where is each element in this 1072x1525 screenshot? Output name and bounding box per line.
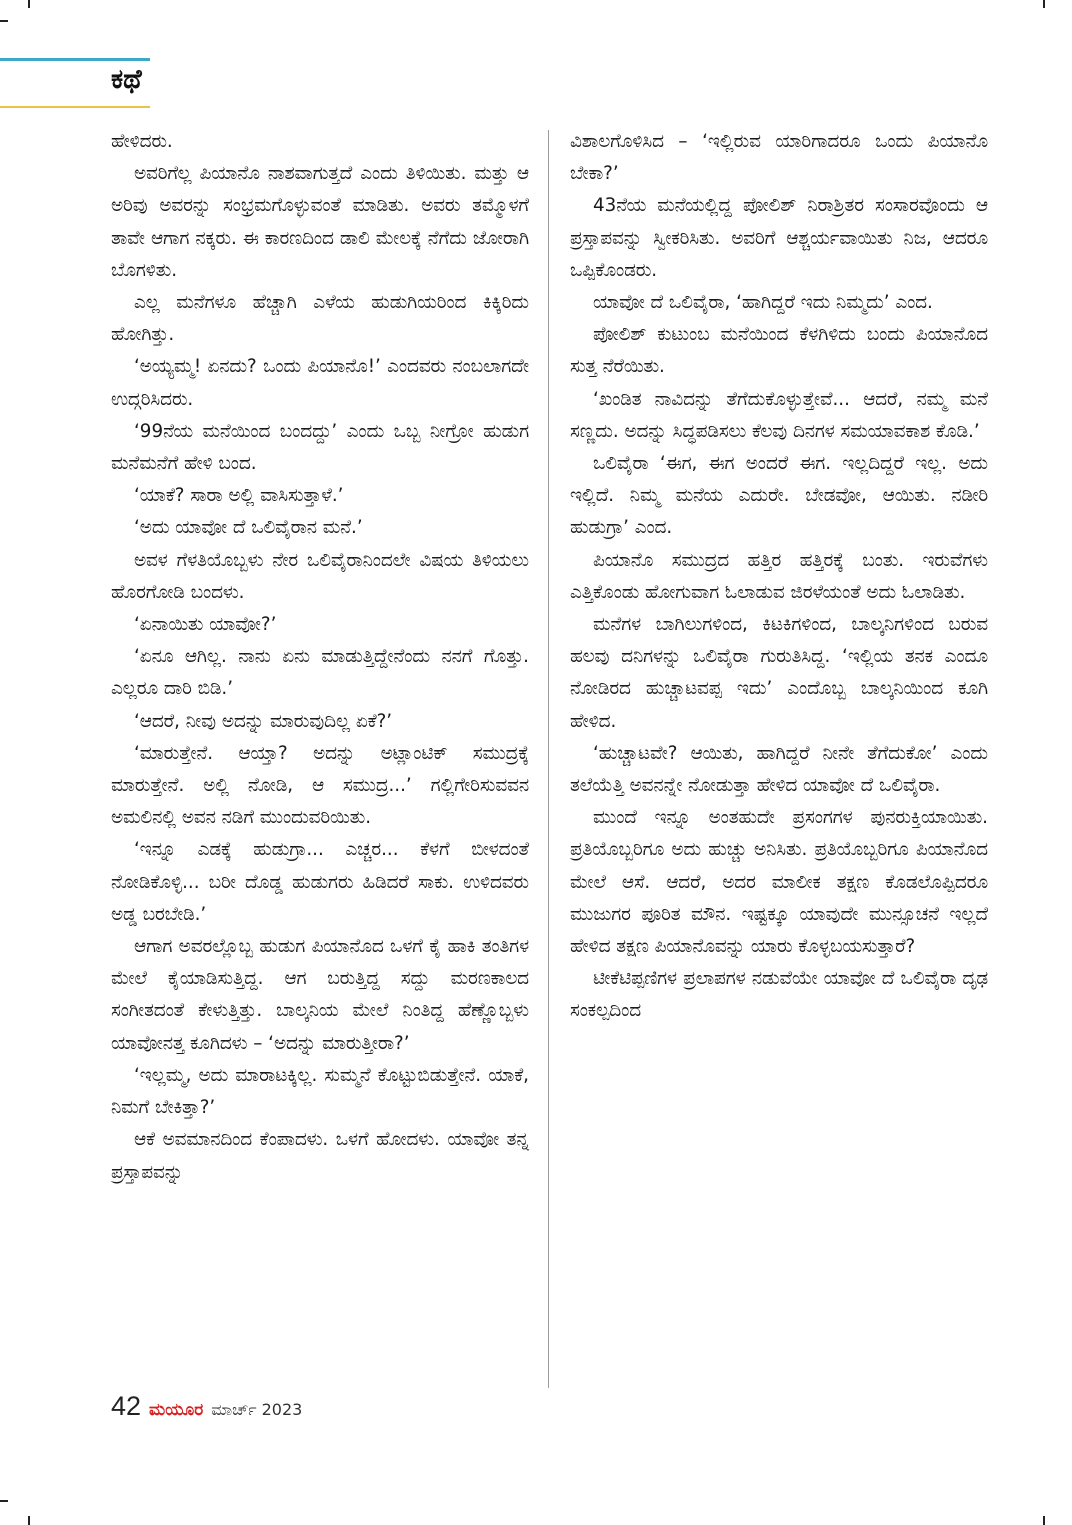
paragraph: ಮುಂದೆ ಇನ್ನೂ ಅಂತಹುದೇ ಪ್ರಸಂಗಗಳ ಪುನರುಕ್ತಿಯಾಯಿತು. ಪ್ರತಿಯೊಬ್ಬರಿಗೂ ಅದು ಹುಚ್ಚು ಅನಿಸಿತು. ಪ್ರತಿಯೊಬ್ಬರಿಗೂ ಪಿಯಾನೊದ ಮೇಲೆ ಆಸೆ. ಆದರೆ, ಅದರ ಮಾಲೀಕ ತಕ್ಷಣ ಕೊಡಲೊಪ್ಪಿದರೂ ಮುಜುಗರ ಪೂರಿತ ಮೌನ. ಇಷ್ಟಕ್ಕೂ ಯಾವುದೇ ಮುನ್ಸೂಚನೆ ಇಲ್ಲದೆ ಹೇಳಿದ ತಕ್ಷಣ ಪಿಯಾನೊವನ್ನು ಯಾರು ಕೊಳ್ಳಬಯಸುತ್ತಾರೆ? [570,807,988,958]
paragraph: ಪೋಲಿಶ್ ಕುಟುಂಬ ಮನೆಯಿಂದ ಕೆಳಗಿಳಿದು ಬಂದು ಪಿಯಾನೊದ ಸುತ್ತ ನೆರೆಯಿತು. [570,324,988,378]
paragraph: ‘ಅದು ಯಾವೋ ದೆ ಒಲಿವೈರಾನ ಮನೆ.’ [134,517,363,539]
paragraph: ವಿಶಾಲಗೊಳಿಸಿದ – ‘ಇಲ್ಲಿರುವ ಯಾರಿಗಾದರೂ ಒಂದು ಪಿಯಾನೊ ಬೇಕಾ?’ [570,131,988,185]
section-title: ಕಥೆ [111,64,142,95]
paragraph: ಟೀಕೆಟಿಪ್ಪಣಿಗಳ ಪ್ರಲಾಪಗಳ ನಡುವೆಯೇ ಯಾವೋ ದೆ ಒಲಿವೈರಾ ದೃಢ ಸಂಕಲ್ಪದಿಂದ [570,968,988,1022]
page-footer [111,1391,302,1422]
page-number: 42 [111,1391,142,1421]
paragraph: ಎಲ್ಲ ಮನೆಗಳೂ ಹೆಚ್ಚಾಗಿ ಎಳೆಯ ಹುಡುಗಿಯರಿಂದ ಕಿಕ್ಕಿರಿದು ಹೋಗಿತ್ತು. [111,292,529,346]
paragraph: ಪಿಯಾನೊ ಸಮುದ್ರದ ಹತ್ತಿರ ಹತ್ತಿರಕ್ಕೆ ಬಂತು. ಇರುವೆಗಳು ಎತ್ತಿಕೊಂಡು ಹೋಗುವಾಗ ಓಲಾಡುವ ಜಿರಳೆಯಂತೆ ಅದು ಓಲಾಡಿತು. [570,549,988,603]
paragraph: ‘ಅಯ್ಯಮ್ಮ! ಏನದು? ಒಂದು ಪಿಯಾನೊ!’ ಎಂದವರು ನಂಬಲಾಗದೇ ಉದ್ಗರಿಸಿದರು. [111,356,529,410]
paragraph: ಮನೆಗಳ ಬಾಗಿಲುಗಳಿಂದ, ಕಿಟಕಿಗಳಿಂದ, ಬಾಲ್ಕನಿಗಳಿಂದ ಬರುವ ಹಲವು ದನಿಗಳನ್ನು ಒಲಿವೈರಾ ಗುರುತಿಸಿದ್ದ. ‘ಇಲ್ಲಿಯ ತನಕ ಎಂದೂ ನೋಡಿರದ ಹುಚ್ಚಾಟವಪ್ಪ ಇದು’ ಎಂದೊಬ್ಬ ಬಾಲ್ಕನಿಯಿಂದ ಕೂಗಿ ಹೇಳಿದ. [570,614,988,732]
paragraph: ಆಗಾಗ ಅವರಲ್ಲೊಬ್ಬ ಹುಡುಗ ಪಿಯಾನೊದ ಒಳಗೆ ಕೈ ಹಾಕಿ ತಂತಿಗಳ ಮೇಲೆ ಕೈಯಾಡಿಸುತ್ತಿದ್ದ. ಆಗ ಬರುತ್ತಿದ್ದ ಸದ್ದು ಮರಣಕಾಲದ ಸಂಗೀತದಂತೆ ಕೇಳುತ್ತಿತ್ತು. ಬಾಲ್ಕನಿಯ ಮೇಲೆ ನಿಂತಿದ್ದ ಹೆಣ್ಣೊಬ್ಬಳು ಯಾವೋನತ್ತ ಕೂಗಿದಳು – ‘ಅದನ್ನು ಮಾರುತ್ತೀರಾ?’ [111,936,529,1054]
paragraph: ಹೇಳಿದರು. [111,131,173,152]
paragraph: 43ನೆಯ ಮನೆಯಲ್ಲಿದ್ದ ಪೋಲಿಶ್ ನಿರಾಶ್ರಿತರ ಸಂಸಾರವೊಂದು ಆ ಪ್ರಸ್ತಾಪವನ್ನು ಸ್ವೀಕರಿಸಿತು. ಅವರಿಗೆ ಆಶ್ಚರ್ಯವಾಯಿತು ನಿಜ, ಆದರೂ ಒಪ್ಪಿಕೊಂಡರು. [570,195,988,281]
paragraph: ‘99ನೆಯ ಮನೆಯಿಂದ ಬಂದದ್ದು’ ಎಂದು ಒಬ್ಬ ನೀಗ್ರೋ ಹುಡುಗ ಮನೆಮನೆಗೆ ಹೇಳಿ ಬಂದ. [111,420,529,475]
crop-mark [0,20,8,22]
issue-date: ಮಾರ್ಚ್ 2023 [211,1400,303,1419]
header-accent-line [0,58,150,61]
paragraph: ‘ಯಾಕೆ? ಸಾರಾ ಅಲ್ಲಿ ವಾಸಿಸುತ್ತಾಳೆ.’ [134,485,344,507]
crop-mark [28,0,30,8]
paragraph: ‘ಖಂಡಿತ ನಾವಿದನ್ನು ತೆಗೆದುಕೊಳ್ಳುತ್ತೇವೆ... ಆದರೆ, ನಮ್ಮ ಮನೆ ಸಣ್ಣದು. ಅದನ್ನು ಸಿದ್ಧಪಡಿಸಲು ಕೆಲವು ದಿನಗಳ ಸಮಯಾವಕಾಶ ಕೊಡಿ.’ [570,388,988,442]
right-column [570,126,988,1028]
crop-mark [28,1516,30,1525]
paragraph: ‘ಹುಚ್ಚಾಟವೇ? ಆಯಿತು, ಹಾಗಿದ್ದರೆ ನೀನೇ ತೆಗೆದುಕೋ’ ಎಂದು ತಲೆಯೆತ್ತಿ ಅವನನ್ನೇ ನೋಡುತ್ತಾ ಹೇಳಿದ ಯಾವೋ ದೆ ಒಲಿವೈರಾ. [570,742,988,797]
paragraph: ‘ಆದರೆ, ನೀವು ಅದನ್ನು ಮಾರುವುದಿಲ್ಲ ಏಕೆ?’ [134,710,393,732]
header-underline [0,106,150,108]
column-divider [548,130,549,1388]
paragraph: ‘ಇನ್ನೂ ಎಡಕ್ಕೆ ಹುಡುಗ್ರಾ... ಎಚ್ಚರ... ಕೆಳಗೆ ಬೀಳದಂತೆ ನೋಡಿಕೊಳ್ಳಿ... ಬರೀ ದೊಡ್ಡ ಹುಡುಗರು ಹಿಡಿದರೆ ಸಾಕು. ಉಳಿದವರು ಅಡ್ಡ ಬರಬೇಡಿ.’ [111,839,529,925]
crop-mark [1043,1516,1045,1525]
left-column [111,126,529,1189]
paragraph: ‘ಮಾರುತ್ತೇನೆ. ಆಯ್ತಾ? ಅದನ್ನು ಅಟ್ಲಾಂಟಿಕ್ ಸಮುದ್ರಕ್ಕೆ ಮಾರುತ್ತೇನೆ. ಅಲ್ಲಿ ನೋಡಿ, ಆ ಸಮುದ್ರ...’ ಗಲ್ಲಿಗೇರಿಸುವವನ ಅಮಲಿನಲ್ಲಿ ಅವನ ನಡಿಗೆ ಮುಂದುವರಿಯಿತು. [111,742,529,829]
paragraph: ‘ಏನಾಯಿತು ಯಾವೋ?’ [134,614,277,636]
paragraph: ‘ಇಲ್ಲಮ್ಮ, ಅದು ಮಾರಾಟಕ್ಕಿಲ್ಲ. ಸುಮ್ಮನೆ ಕೊಟ್ಟುಬಿಡುತ್ತೇನೆ. ಯಾಕೆ, ನಿಮಗೆ ಬೇಕಿತ್ತಾ?’ [111,1064,529,1119]
magazine-logo: ಮಯೂರ [149,1400,204,1420]
paragraph: ಅವರಿಗೆಲ್ಲ ಪಿಯಾನೊ ನಾಶವಾಗುತ್ತದೆ ಎಂದು ತಿಳಿಯಿತು. ಮತ್ತು ಆ ಅರಿವು ಅವರನ್ನು ಸಂಭ್ರಮಗೊಳ್ಳುವಂತೆ ಮಾಡಿತು. ಅವರು ತಮ್ಮೊಳಗೆ ತಾವೇ ಆಗಾಗ ನಕ್ಕರು. ಈ ಕಾರಣದಿಂದ ಡಾಲಿ ಮೇಲಕ್ಕೆ ನೆಗೆದು ಜೋರಾಗಿ ಬೊಗಳಿತು. [111,163,529,281]
paragraph: ‘ಏನೂ ಆಗಿಲ್ಲ. ನಾನು ಏನು ಮಾಡುತ್ತಿದ್ದೇನೆಂದು ನನಗೆ ಗೊತ್ತು. ಎಲ್ಲರೂ ದಾರಿ ಬಿಡಿ.’ [111,646,529,700]
crop-mark [1043,0,1045,8]
paragraph: ಅವಳ ಗೆಳತಿಯೊಬ್ಬಳು ನೇರ ಒಲಿವೈರಾನಿಂದಲೇ ವಿಷಯ ತಿಳಿಯಲು ಹೊರಗೋಡಿ ಬಂದಳು. [111,549,529,603]
crop-mark [0,1500,8,1502]
paragraph: ಒಲಿವೈರಾ ‘ಈಗ, ಈಗ ಅಂದರೆ ಈಗ. ಇಲ್ಲದಿದ್ದರೆ ಇಲ್ಲ. ಅದು ಇಲ್ಲಿದೆ. ನಿಮ್ಮ ಮನೆಯ ಎದುರೇ. ಬೇಡವೋ, ಆಯಿತು. ನಡೀರಿ ಹುಡುಗ್ರಾ’ ಎಂದ. [570,453,988,539]
paragraph: ಯಾವೋ ದೆ ಒಲಿವೈರಾ, ‘ಹಾಗಿದ್ದರೆ ಇದು ನಿಮ್ಮದು’ ಎಂದ. [593,292,933,314]
paragraph: ಆಕೆ ಅವಮಾನದಿಂದ ಕೆಂಪಾದಳು. ಒಳಗೆ ಹೋದಳು. ಯಾವೋ ತನ್ನ ಪ್ರಸ್ತಾಪವನ್ನು [111,1129,529,1183]
